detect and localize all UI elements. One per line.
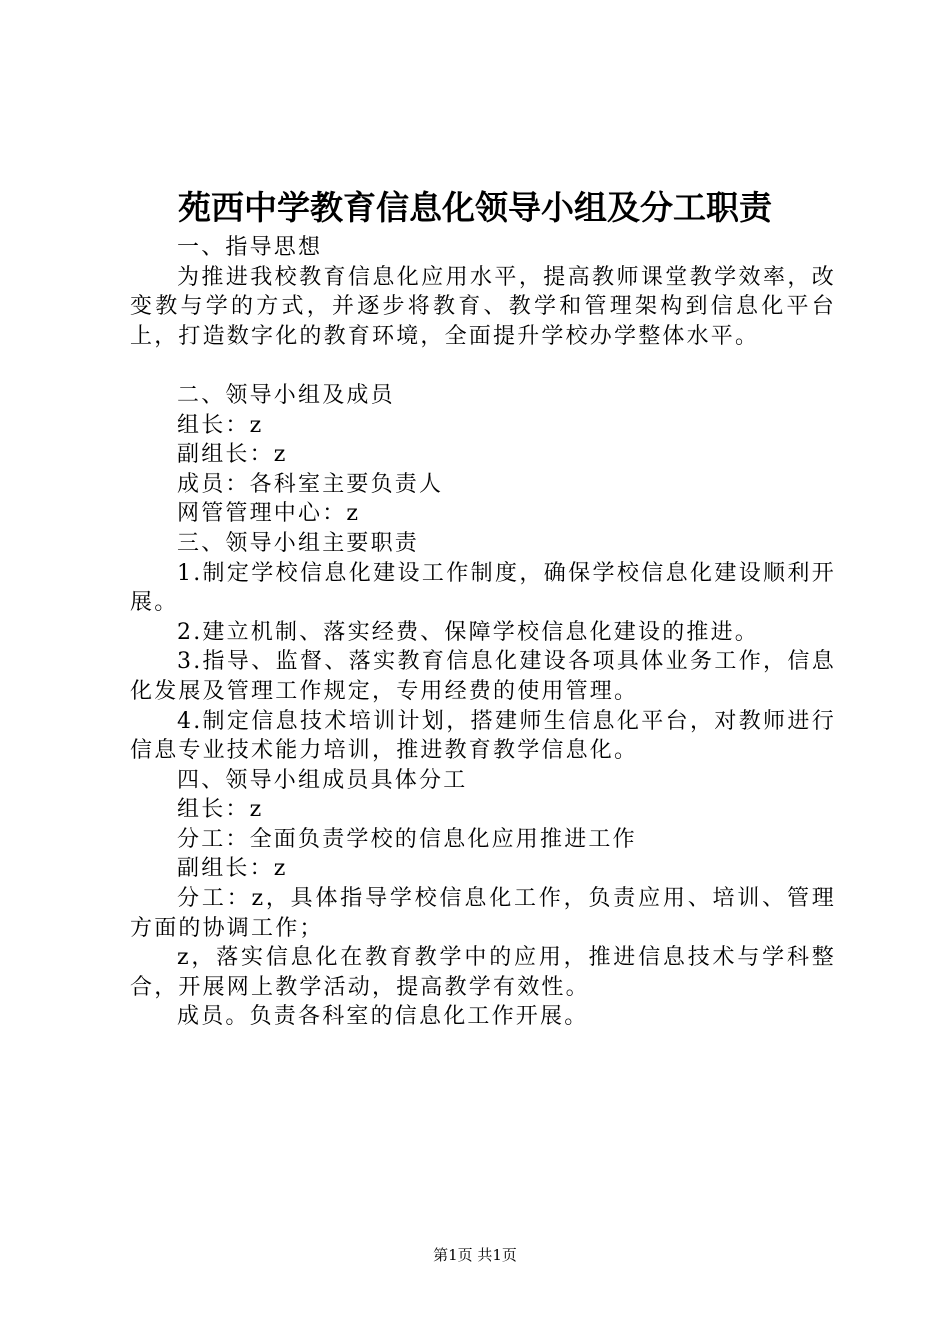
division-deputy-task-1: 分工：z，具体指导学校信息化工作，负责应用、培训、管理方面的协调工作；	[130, 886, 836, 941]
member-leader: 组长：z	[177, 412, 264, 438]
duty-item-2: 2.建立机制、落实经费、保障学校信息化建设的推进。	[177, 619, 759, 645]
section-heading-main-duties: 三、领导小组主要职责	[177, 530, 420, 556]
page-number-footer: 第1页 共1页	[433, 1246, 517, 1264]
duty-item-4: 4.制定信息技术培训计划，搭建师生信息化平台，对教师进行信息专业技术能力培训，推进教育教学信息化。	[130, 708, 836, 764]
document-body	[130, 233, 836, 1032]
section-heading-division-of-work: 四、领导小组成员具体分工	[177, 767, 468, 793]
division-leader-task: 分工：全面负责学校的信息化应用推进工作	[177, 826, 637, 852]
division-members-task: 成员。负责各科室的信息化工作开展。	[177, 1004, 589, 1030]
section-heading-leadership-group: 二、领导小组及成员	[177, 382, 395, 408]
division-deputy-leader: 副组长：z	[177, 856, 288, 882]
paragraph-guiding-ideology: 为推进我校教育信息化应用水平，提高教师课堂教学效率，改变教与学的方式，并逐步将教育、教学和管理架构到信息化平台上，打造数字化的教育环境，全面提升学校办学整体水平。	[130, 264, 836, 349]
member-deputy-leader: 副组长：z	[177, 442, 288, 468]
member-members: 成员：各科室主要负责人	[177, 471, 444, 497]
duty-item-1: 1.制定学校信息化建设工作制度，确保学校信息化建设顺利开展。	[130, 560, 836, 616]
division-deputy-task-2: z，落实信息化在教育教学中的应用，推进信息技术与学科整合，开展网上教学活动，提高教学有效性。	[130, 945, 836, 1000]
member-network-center: 网管管理中心：z	[177, 501, 361, 527]
document-title: 苑西中学教育信息化领导小组及分工职责	[178, 188, 772, 227]
duty-item-3: 3.指导、监督、落实教育信息化建设各项具体业务工作，信息化发展及管理工作规定，专用经费的使用管理。	[130, 649, 836, 704]
blank-line	[130, 351, 836, 381]
section-heading-guiding-ideology: 一、指导思想	[177, 235, 323, 260]
division-leader: 组长：z	[177, 797, 264, 823]
